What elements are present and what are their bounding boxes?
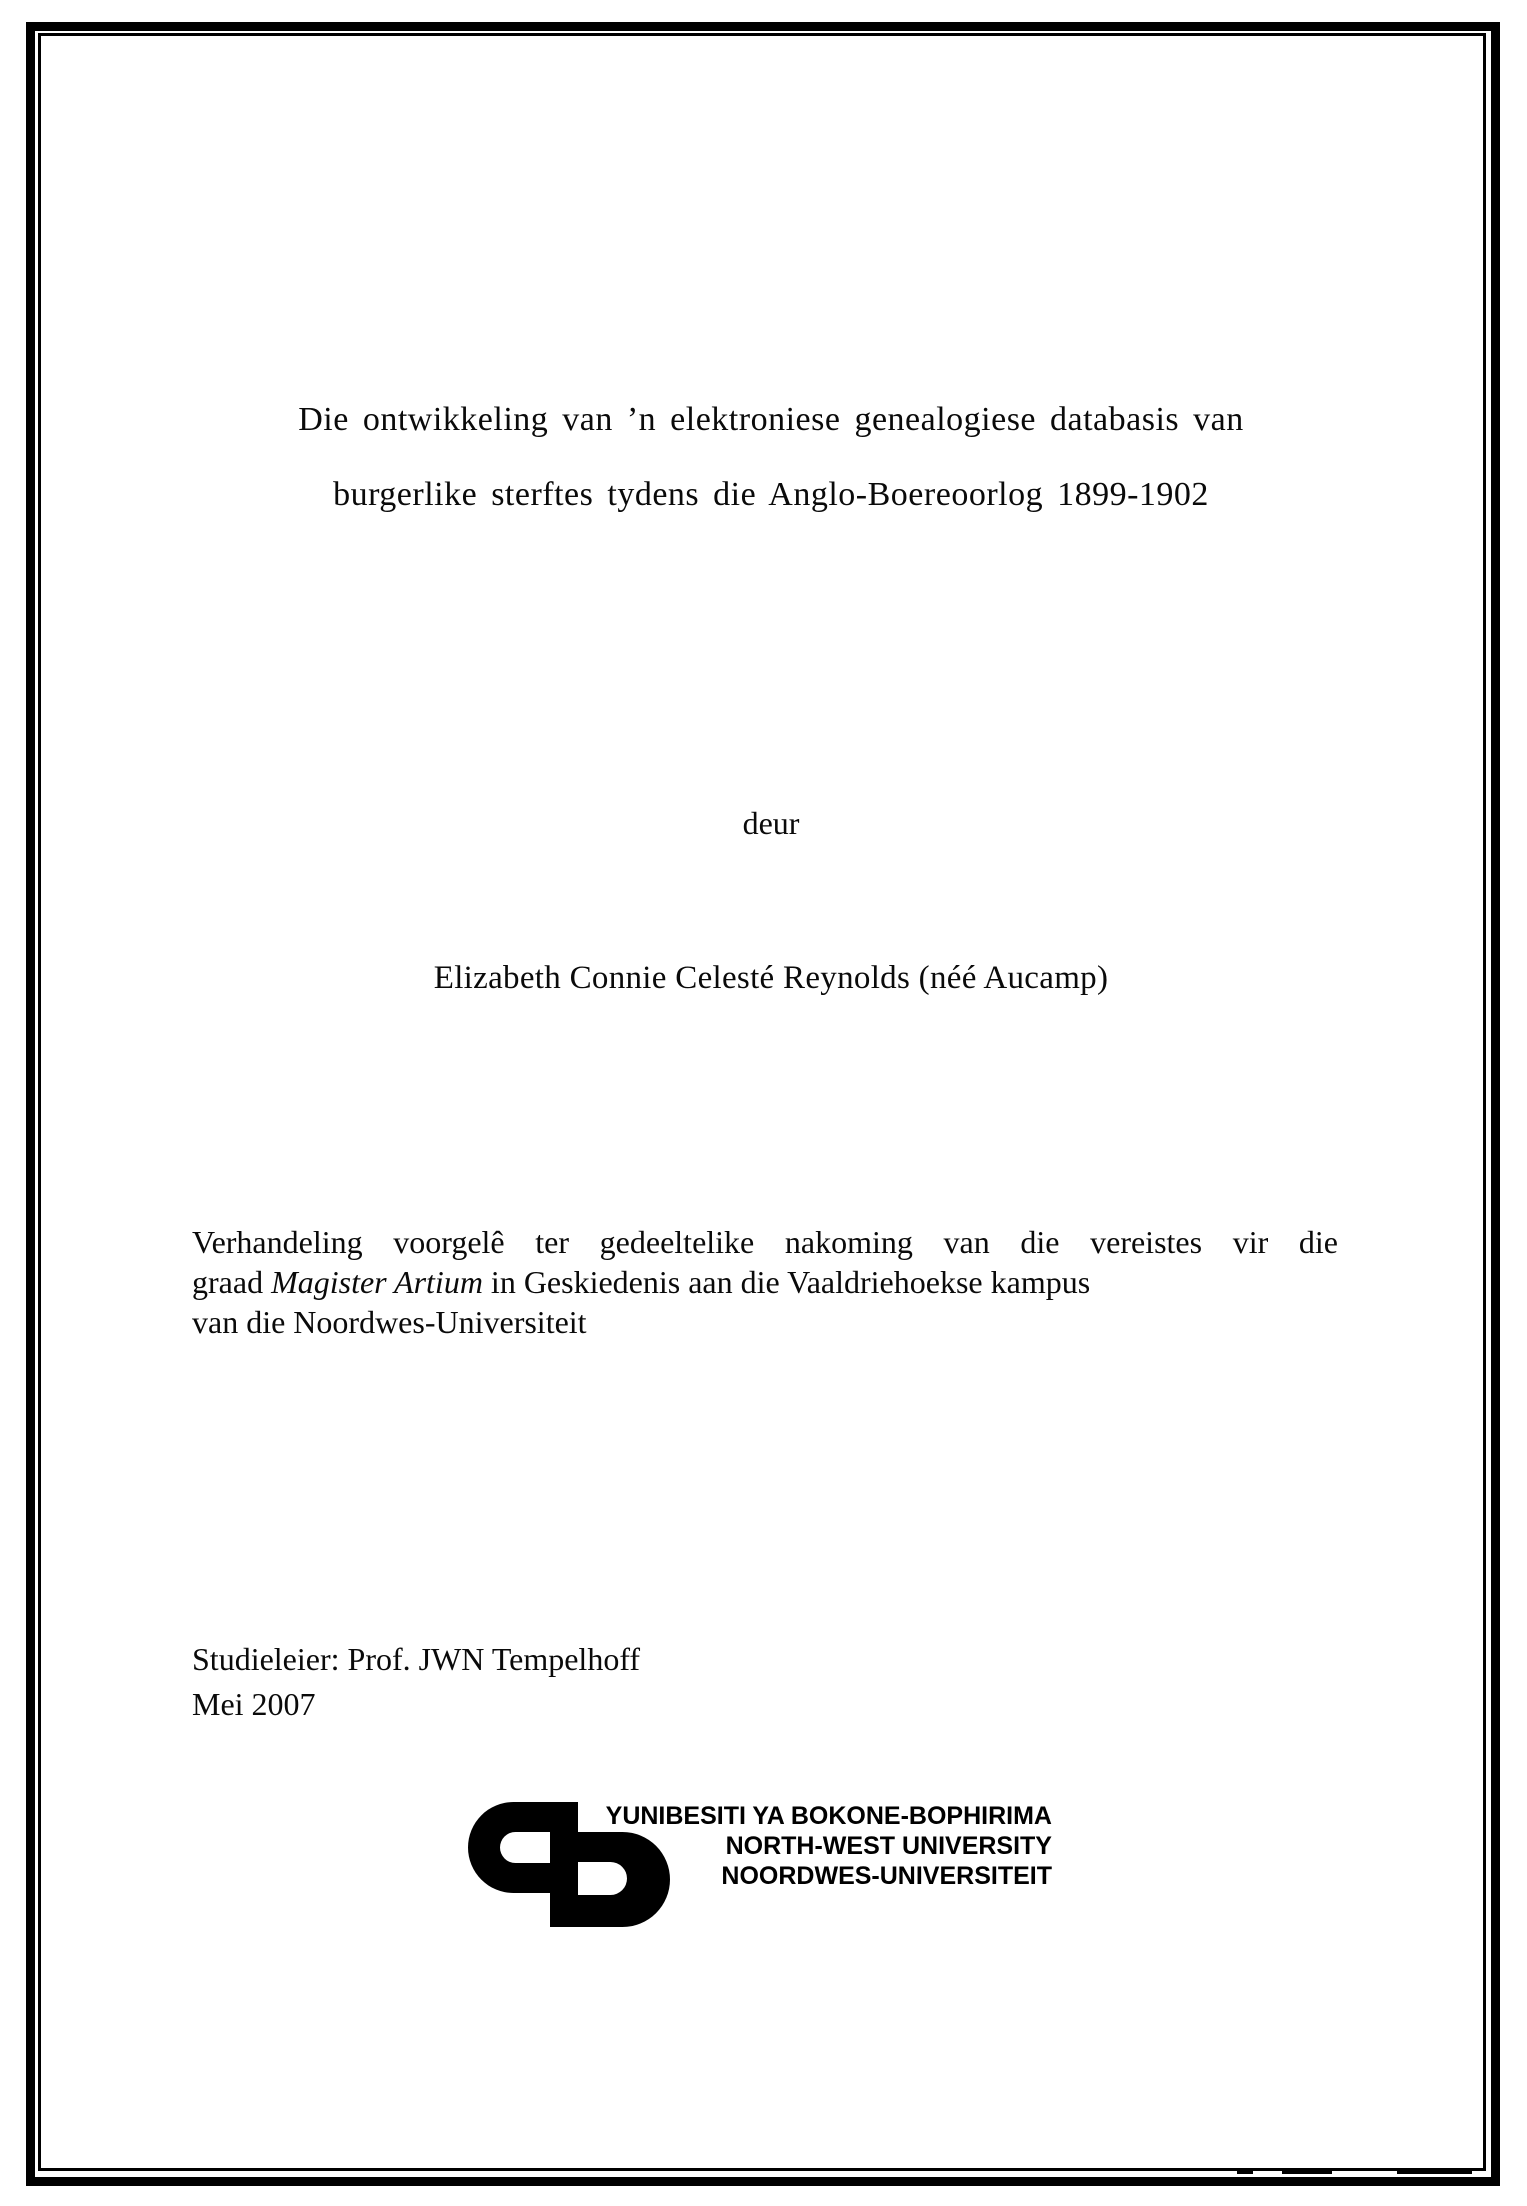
thesis-title xyxy=(45,382,1485,532)
scan-noise-speck xyxy=(430,2168,470,2171)
scan-noise-speck xyxy=(1237,2170,1253,2174)
submission-line1: Verhandeling voorgelê ter gedeeltelike nakoming van die vereistes vir die xyxy=(192,1224,1338,1260)
supervisor-block xyxy=(192,1637,640,1727)
byline-label: deur xyxy=(742,805,800,841)
scan-noise-speck xyxy=(1397,2170,1472,2174)
university-logo-text xyxy=(560,1801,1052,1891)
thesis-title-line2: burgerlike sterftes tydens die Anglo-Boereoorlog 1899-1902 xyxy=(333,476,1209,513)
logo-text-setswana: YUNIBESITI YA BOKONE-BOPHIRIMA xyxy=(605,1802,1052,1830)
logo-text-afrikaans: NOORDWES-UNIVERSITEIT xyxy=(721,1862,1052,1890)
author-name: Elizabeth Connie Celesté Reynolds (néé Aucamp) xyxy=(433,960,1109,996)
date-line: Mei 2007 xyxy=(192,1686,316,1722)
submission-line2 xyxy=(192,1262,1338,1302)
submission-statement xyxy=(192,1222,1338,1342)
supervisor-line: Studieleier: Prof. JWN Tempelhoff xyxy=(192,1641,641,1677)
submission-line3: van die Noordwes-Universiteit xyxy=(192,1304,587,1340)
submission-line2-post: in Geskiedenis aan die Vaaldriehoekse kampus xyxy=(482,1264,1091,1300)
scan-noise-speck xyxy=(1282,2170,1332,2174)
scan-noise-speck xyxy=(690,2168,745,2171)
degree-name: Magister Artium xyxy=(271,1264,483,1300)
logo-text-english: NORTH-WEST UNIVERSITY xyxy=(725,1832,1052,1860)
thesis-title-line1: Die ontwikkeling van ’n elektroniese genealogiese databasis van xyxy=(298,401,1244,438)
submission-line2-pre: graad xyxy=(192,1264,272,1300)
